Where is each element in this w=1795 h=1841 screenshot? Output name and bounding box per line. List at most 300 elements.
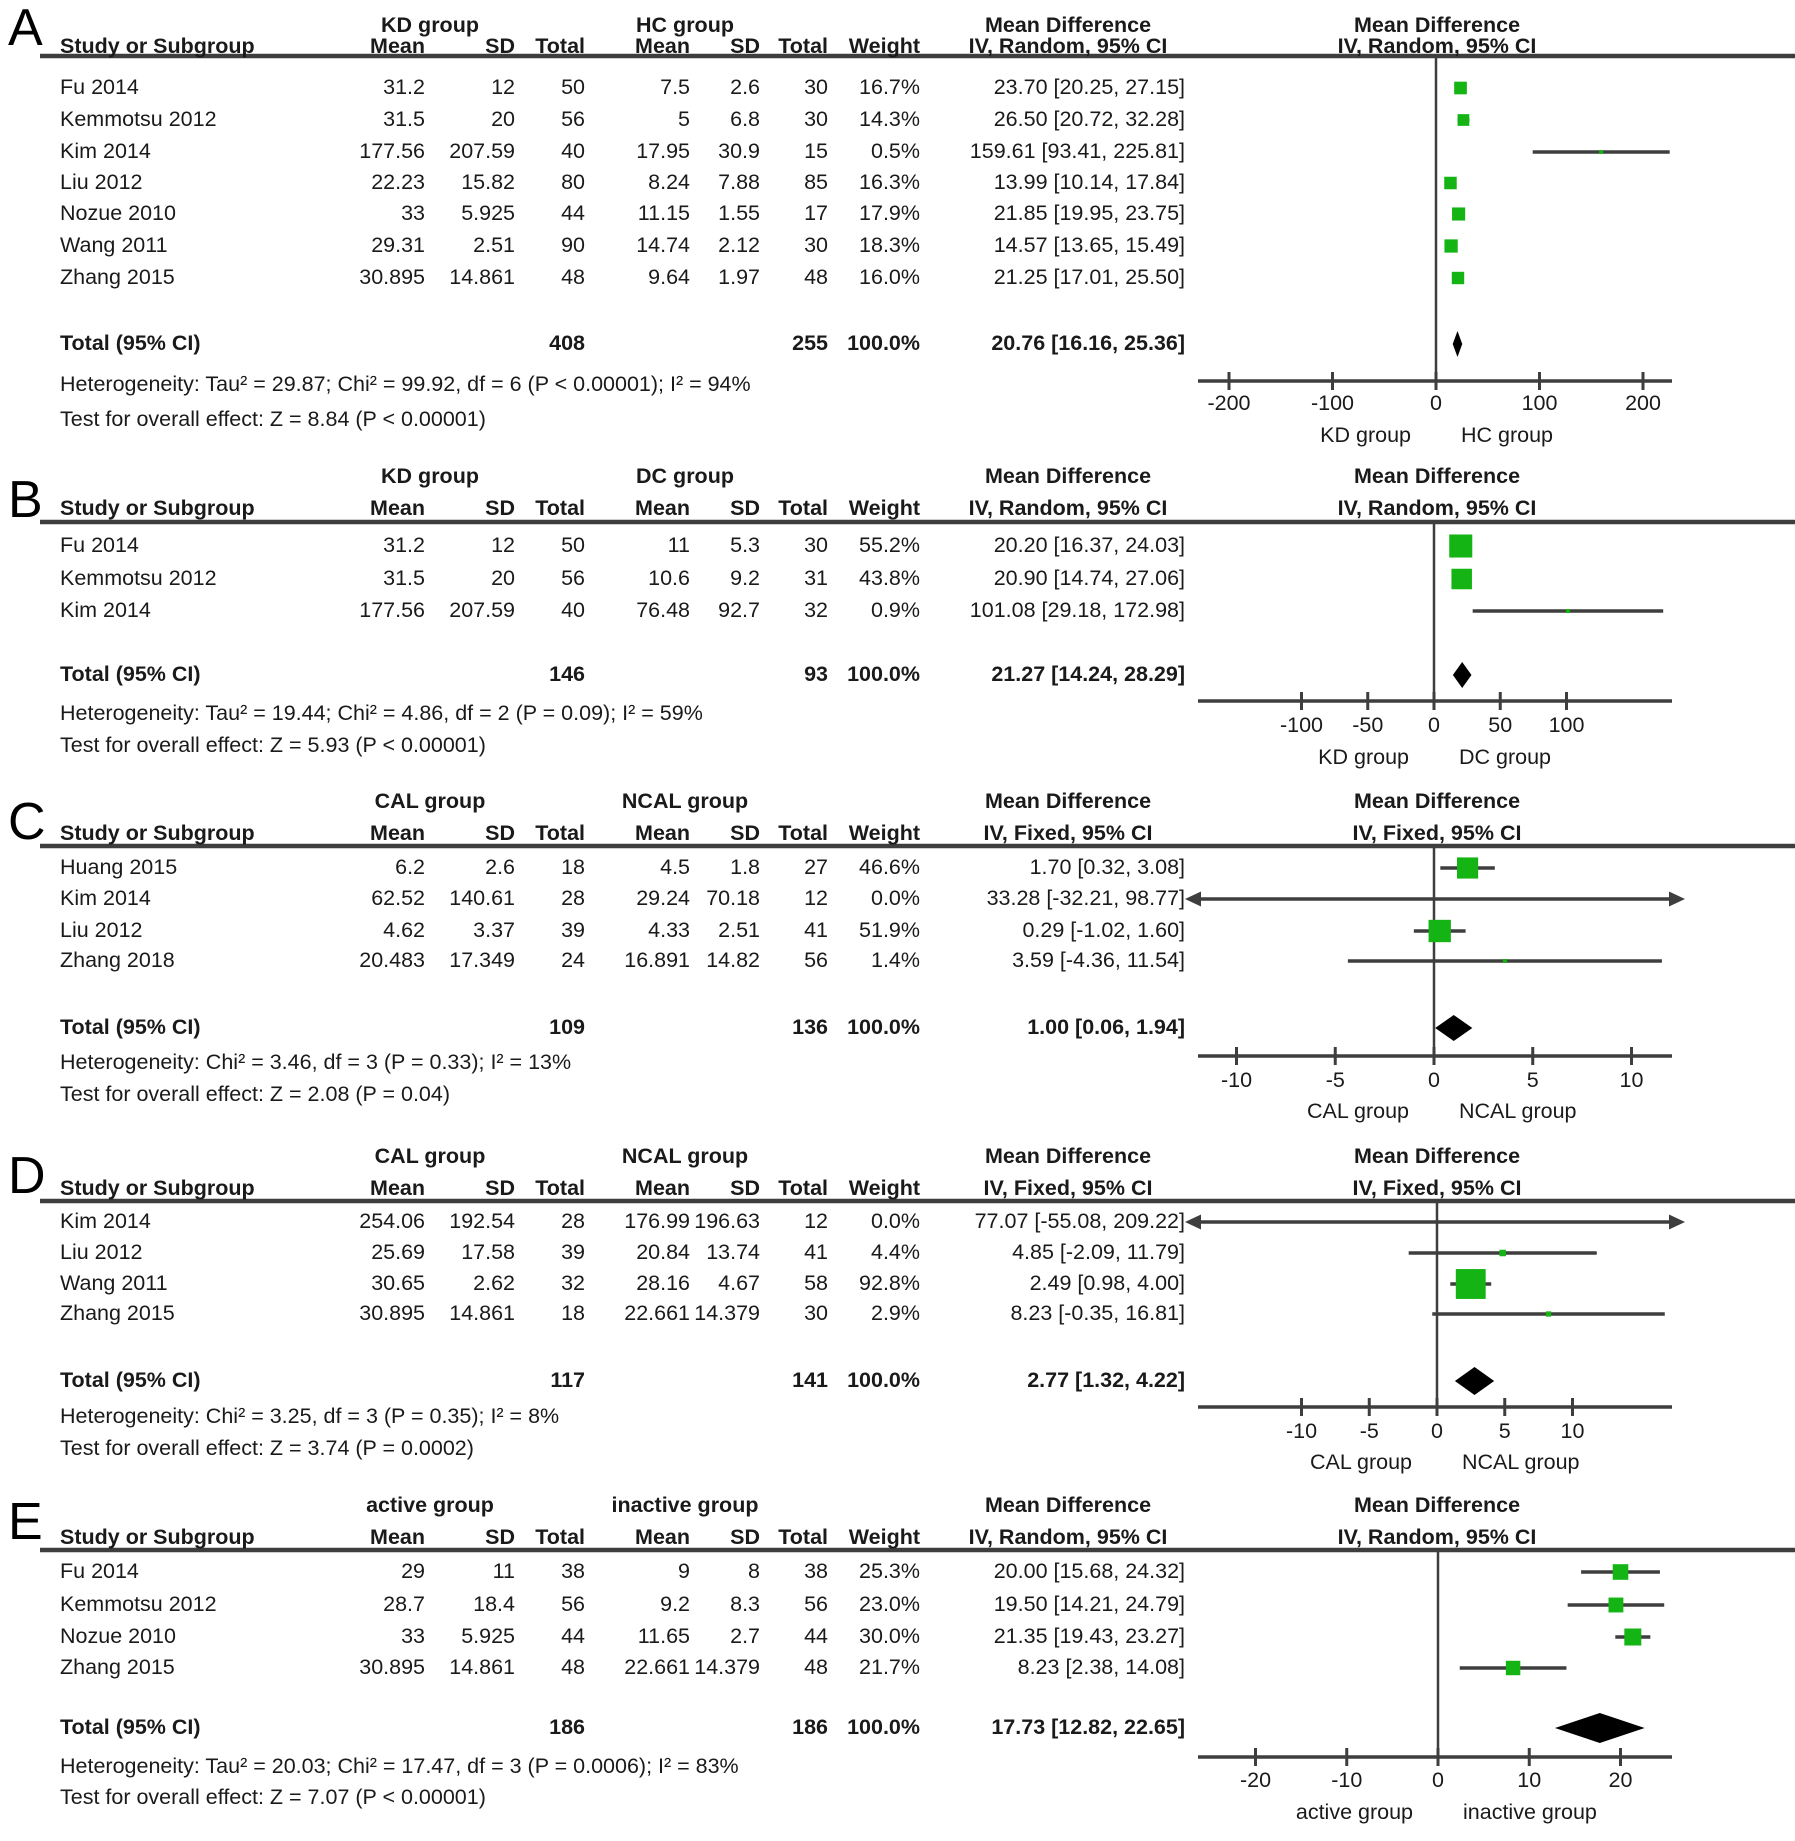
study-total2: 15 <box>804 139 828 163</box>
study-mean1: 31.5 <box>383 566 425 590</box>
study-sd2: 196.63 <box>694 1209 760 1233</box>
study-total1: 48 <box>561 1655 585 1679</box>
col-header-weight: Weight <box>848 1176 920 1200</box>
study-total1: 44 <box>561 1624 585 1648</box>
col-header-sd2: SD <box>730 1525 760 1549</box>
axis-label-left: CAL group <box>1310 1450 1412 1474</box>
study-total1: 38 <box>561 1559 585 1583</box>
group2-header: NCAL group <box>621 1144 749 1168</box>
study-name: Wang 2011 <box>60 1271 168 1295</box>
total-ci-text: 20.76 [16.16, 25.36] <box>991 331 1185 355</box>
study-sd1: 12 <box>491 75 515 99</box>
study-weight: 16.0% <box>859 265 920 289</box>
group1-header: active group <box>366 1493 494 1517</box>
study-mean1: 30.895 <box>359 1301 425 1325</box>
col-header-total2: Total <box>778 1525 828 1549</box>
study-total1: 32 <box>561 1271 585 1295</box>
axis-tick-label: -100 <box>1310 391 1355 415</box>
study-ci-text: 21.85 [19.95, 23.75] <box>993 201 1185 225</box>
study-mean2: 4.33 <box>648 918 690 942</box>
study-ci-text: 21.35 [19.43, 23.27] <box>993 1624 1185 1648</box>
total-n1: 186 <box>549 1715 585 1739</box>
effect-title-table: Mean Difference <box>984 1493 1152 1517</box>
study-mean1: 29 <box>401 1559 425 1583</box>
study-ci-text: 8.23 [2.38, 14.08] <box>1017 1655 1185 1679</box>
study-ci-text: 101.08 [29.18, 172.98] <box>969 598 1185 622</box>
study-sd1: 14.861 <box>449 1655 515 1679</box>
total-n1: 146 <box>549 662 585 686</box>
col-header-mean2: Mean <box>635 821 690 845</box>
study-mean1: 177.56 <box>359 139 425 163</box>
total-ci-text: 1.00 [0.06, 1.94] <box>1027 1015 1185 1039</box>
group1-header: CAL group <box>374 789 486 813</box>
axis-tick-label: -20 <box>1239 1768 1272 1792</box>
study-total2: 48 <box>804 265 828 289</box>
study-total1: 39 <box>561 918 585 942</box>
study-ci-text: 8.23 [-0.35, 16.81] <box>1010 1301 1185 1325</box>
study-name: Kim 2014 <box>60 886 151 910</box>
study-mean1: 254.06 <box>359 1209 425 1233</box>
overall-effect-text: Test for overall effect: Z = 2.08 (P = 0.04) <box>60 1082 450 1106</box>
study-total2: 31 <box>804 566 828 590</box>
study-mean2: 22.661 <box>624 1655 690 1679</box>
axis-label-right: NCAL group <box>1462 1450 1580 1474</box>
study-ci-text: 23.70 [20.25, 27.15] <box>993 75 1185 99</box>
study-weight: 2.9% <box>870 1301 920 1325</box>
axis-tick-label: 100 <box>1548 713 1585 737</box>
study-total1: 44 <box>561 201 585 225</box>
total-n2: 93 <box>804 662 828 686</box>
study-total2: 27 <box>804 855 828 879</box>
axis-label-right: inactive group <box>1463 1800 1597 1824</box>
study-sd2: 2.12 <box>718 233 760 257</box>
col-header-sd1: SD <box>485 496 515 520</box>
col-header-mean1: Mean <box>370 1525 425 1549</box>
study-sd1: 2.6 <box>485 855 515 879</box>
study-mean1: 29.31 <box>371 233 425 257</box>
study-sd1: 11 <box>492 1559 515 1583</box>
panel-letter: D <box>8 1147 46 1205</box>
axis-tick-label: 200 <box>1625 391 1661 415</box>
study-mean1: 30.65 <box>371 1271 425 1295</box>
study-name: Fu 2014 <box>60 533 139 557</box>
study-sd2: 8.3 <box>730 1592 760 1616</box>
study-name: Kim 2014 <box>60 598 151 622</box>
overall-effect-text: Test for overall effect: Z = 7.07 (P < 0.00001) <box>60 1785 486 1809</box>
axis-tick-label: 0 <box>1430 391 1442 415</box>
study-sd1: 15.82 <box>461 170 515 194</box>
col-header-mean2: Mean <box>635 1525 690 1549</box>
study-sd2: 9.2 <box>730 566 760 590</box>
axis-tick-label: 5 <box>1526 1068 1539 1092</box>
axis-tick-label: 0 <box>1431 1419 1443 1443</box>
study-name: Zhang 2018 <box>60 948 175 972</box>
total-n2: 136 <box>792 1015 828 1039</box>
total-weight: 100.0% <box>847 1015 920 1039</box>
total-weight: 100.0% <box>847 331 920 355</box>
study-weight: 17.9% <box>859 201 920 225</box>
heterogeneity-text: Heterogeneity: Chi² = 3.46, df = 3 (P = 0.33); I² = 13% <box>60 1050 572 1074</box>
study-total2: 30 <box>804 1301 828 1325</box>
total-label: Total (95% CI) <box>60 1368 201 1392</box>
study-total1: 50 <box>561 533 585 557</box>
study-sd1: 20 <box>491 107 515 131</box>
total-weight: 100.0% <box>847 1715 920 1739</box>
axis-tick-label: -50 <box>1352 713 1384 737</box>
study-weight: 21.7% <box>859 1655 920 1679</box>
study-mean2: 9.2 <box>660 1592 690 1616</box>
study-sd1: 17.349 <box>449 948 515 972</box>
col-header-total2: Total <box>778 821 828 845</box>
group2-header: HC group <box>636 13 734 37</box>
study-sd2: 14.82 <box>706 948 760 972</box>
effect-title-plot: Mean Difference <box>1353 789 1521 813</box>
effect-title-plot: Mean Difference <box>1353 1493 1521 1517</box>
study-name: Fu 2014 <box>60 75 139 99</box>
study-name: Zhang 2015 <box>60 1655 175 1679</box>
study-sd2: 6.8 <box>730 107 760 131</box>
effect-title-plot: Mean Difference <box>1353 464 1521 488</box>
study-sd1: 14.861 <box>449 265 515 289</box>
study-name: Nozue 2010 <box>60 1624 176 1648</box>
col-header-total1: Total <box>535 496 585 520</box>
study-mean2: 22.661 <box>624 1301 690 1325</box>
study-ci-text: 2.49 [0.98, 4.00] <box>1029 1271 1185 1295</box>
study-sd1: 14.861 <box>449 1301 515 1325</box>
total-n1: 109 <box>549 1015 585 1039</box>
axis-tick-label: 20 <box>1608 1768 1633 1792</box>
study-ci-text: 21.25 [17.01, 25.50] <box>993 265 1185 289</box>
study-weight: 0.9% <box>870 598 920 622</box>
col-header-sd1: SD <box>485 1176 515 1200</box>
heterogeneity-text: Heterogeneity: Tau² = 20.03; Chi² = 17.47, df = 3 (P = 0.0006); I² = 83% <box>60 1754 739 1778</box>
study-total2: 44 <box>804 1624 828 1648</box>
study-total1: 18 <box>561 1301 585 1325</box>
col-header-weight: Weight <box>848 34 920 58</box>
study-total1: 50 <box>561 75 585 99</box>
axis-tick-label: 100 <box>1521 391 1558 415</box>
axis-tick-label: 0 <box>1432 1768 1444 1792</box>
axis-tick-label: 10 <box>1560 1419 1585 1443</box>
total-n2: 255 <box>792 331 828 355</box>
axis-label-right: NCAL group <box>1459 1099 1577 1123</box>
axis-label-right: DC group <box>1459 745 1552 769</box>
axis-label-right: HC group <box>1461 423 1554 447</box>
axis-tick-label: 5 <box>1498 1419 1511 1443</box>
study-mean1: 30.895 <box>359 1655 425 1679</box>
study-total2: 56 <box>804 1592 828 1616</box>
study-total2: 30 <box>804 107 828 131</box>
study-weight: 51.9% <box>859 918 920 942</box>
study-total2: 12 <box>804 886 828 910</box>
study-ci-text: 20.90 [14.74, 27.06] <box>993 566 1185 590</box>
study-sd1: 2.51 <box>473 233 515 257</box>
study-name: Zhang 2015 <box>60 1301 175 1325</box>
study-weight: 16.7% <box>859 75 920 99</box>
col-header-model-plot: IV, Fixed, 95% CI <box>1352 1176 1522 1200</box>
study-ci-text: 159.61 [93.41, 225.81] <box>969 139 1185 163</box>
study-weight: 4.4% <box>870 1240 920 1264</box>
study-sd2: 8 <box>748 1559 760 1583</box>
col-header-model-plot: IV, Fixed, 95% CI <box>1352 821 1522 845</box>
col-header-model-table: IV, Random, 95% CI <box>968 496 1168 520</box>
study-sd1: 12 <box>491 533 515 557</box>
study-weight: 0.5% <box>870 139 920 163</box>
study-total1: 90 <box>561 233 585 257</box>
study-total2: 32 <box>804 598 828 622</box>
study-sd1: 207.59 <box>449 139 515 163</box>
col-header-sd1: SD <box>485 1525 515 1549</box>
heterogeneity-text: Heterogeneity: Chi² = 3.25, df = 3 (P = 0.35); I² = 8% <box>60 1404 560 1428</box>
study-total2: 41 <box>804 1240 828 1264</box>
panel-letter: E <box>8 1493 43 1551</box>
study-weight: 16.3% <box>859 170 920 194</box>
axis-label-left: active group <box>1295 1800 1413 1824</box>
study-mean2: 7.5 <box>660 75 690 99</box>
total-n2: 186 <box>792 1715 828 1739</box>
study-mean1: 30.895 <box>359 265 425 289</box>
col-header-total1: Total <box>535 1525 585 1549</box>
study-weight: 18.3% <box>859 233 920 257</box>
study-sd1: 5.925 <box>461 201 515 225</box>
axis-label-left: KD group <box>1318 745 1409 769</box>
study-ci-text: 20.20 [16.37, 24.03] <box>993 533 1185 557</box>
effect-title-table: Mean Difference <box>984 1144 1152 1168</box>
axis-tick-label: -10 <box>1220 1068 1253 1092</box>
col-header-study: Study or Subgroup <box>60 496 255 520</box>
group2-header: DC group <box>636 464 734 488</box>
heterogeneity-text: Heterogeneity: Tau² = 19.44; Chi² = 4.86, df = 2 (P = 0.09); I² = 59% <box>60 701 703 725</box>
col-header-sd2: SD <box>730 1176 760 1200</box>
study-mean1: 62.52 <box>371 886 425 910</box>
study-mean1: 20.483 <box>359 948 425 972</box>
panel-letter: C <box>8 793 46 851</box>
study-total2: 41 <box>804 918 828 942</box>
study-weight: 43.8% <box>859 566 920 590</box>
group2-header: NCAL group <box>621 789 749 813</box>
overall-effect-text: Test for overall effect: Z = 5.93 (P < 0.00001) <box>60 733 486 757</box>
study-weight: 14.3% <box>859 107 920 131</box>
study-total1: 28 <box>561 1209 585 1233</box>
col-header-weight: Weight <box>848 496 920 520</box>
total-n1: 408 <box>549 331 585 355</box>
group1-header: KD group <box>381 13 479 37</box>
study-weight: 23.0% <box>859 1592 920 1616</box>
study-name: Zhang 2015 <box>60 265 175 289</box>
study-mean2: 9 <box>678 1559 690 1583</box>
study-ci-text: 26.50 [20.72, 32.28] <box>993 107 1185 131</box>
study-name: Liu 2012 <box>60 918 143 942</box>
col-header-study: Study or Subgroup <box>60 821 255 845</box>
group2-header: inactive group <box>611 1493 759 1517</box>
col-header-model-table: IV, Fixed, 95% CI <box>983 821 1153 845</box>
study-sd1: 2.62 <box>473 1271 515 1295</box>
study-sd2: 14.379 <box>694 1301 760 1325</box>
axis-label-left: CAL group <box>1307 1099 1409 1123</box>
study-sd2: 4.67 <box>718 1271 760 1295</box>
study-sd2: 2.6 <box>730 75 760 99</box>
total-ci-text: 2.77 [1.32, 4.22] <box>1027 1368 1185 1392</box>
col-header-study: Study or Subgroup <box>60 34 255 58</box>
col-header-sd1: SD <box>485 34 515 58</box>
study-total1: 80 <box>561 170 585 194</box>
group1-header: CAL group <box>374 1144 486 1168</box>
study-total2: 38 <box>804 1559 828 1583</box>
total-weight: 100.0% <box>847 662 920 686</box>
study-name: Liu 2012 <box>60 1240 143 1264</box>
study-total2: 85 <box>804 170 828 194</box>
col-header-model-plot: IV, Random, 95% CI <box>1337 34 1537 58</box>
study-mean2: 8.24 <box>648 170 690 194</box>
study-mean2: 176.99 <box>624 1209 690 1233</box>
study-sd2: 7.88 <box>718 170 760 194</box>
study-mean1: 33 <box>401 201 425 225</box>
study-sd2: 30.9 <box>718 139 760 163</box>
axis-label-left: KD group <box>1320 423 1411 447</box>
study-mean1: 25.69 <box>371 1240 425 1264</box>
study-name: Nozue 2010 <box>60 201 176 225</box>
study-name: Kemmotsu 2012 <box>60 566 217 590</box>
study-weight: 25.3% <box>859 1559 920 1583</box>
col-header-model-table: IV, Random, 95% CI <box>968 34 1168 58</box>
effect-title-plot: Mean Difference <box>1353 1144 1521 1168</box>
study-total2: 58 <box>804 1271 828 1295</box>
col-header-mean1: Mean <box>370 496 425 520</box>
axis-tick-label: -10 <box>1285 1419 1318 1443</box>
study-mean1: 31.5 <box>383 107 425 131</box>
study-name: Kemmotsu 2012 <box>60 1592 217 1616</box>
axis-tick-label: -10 <box>1331 1768 1363 1792</box>
col-header-model-plot: IV, Random, 95% CI <box>1337 496 1537 520</box>
study-sd2: 14.379 <box>694 1655 760 1679</box>
study-total1: 40 <box>561 139 585 163</box>
total-label: Total (95% CI) <box>60 331 201 355</box>
study-mean2: 11.65 <box>637 1624 690 1648</box>
group1-header: KD group <box>381 464 479 488</box>
panel-letter: A <box>8 0 43 57</box>
axis-tick-label: 10 <box>1619 1068 1644 1092</box>
study-weight: 30.0% <box>859 1624 920 1648</box>
study-sd2: 5.3 <box>730 533 760 557</box>
study-total1: 56 <box>561 1592 585 1616</box>
axis-tick-label: -100 <box>1279 713 1324 737</box>
study-ci-text: 14.57 [13.65, 15.49] <box>993 233 1185 257</box>
study-mean1: 6.2 <box>395 855 425 879</box>
study-mean2: 10.6 <box>648 566 690 590</box>
axis-tick-label: 10 <box>1517 1768 1542 1792</box>
study-name: Wang 2011 <box>60 233 168 257</box>
study-total1: 39 <box>561 1240 585 1264</box>
study-sd1: 5.925 <box>461 1624 515 1648</box>
study-total2: 48 <box>804 1655 828 1679</box>
col-header-model-plot: IV, Random, 95% CI <box>1337 1525 1537 1549</box>
study-sd2: 13.74 <box>706 1240 760 1264</box>
study-ci-text: 13.99 [10.14, 17.84] <box>993 170 1185 194</box>
study-sd1: 140.61 <box>449 886 515 910</box>
axis-tick-label: 50 <box>1488 713 1513 737</box>
overall-effect-text: Test for overall effect: Z = 3.74 (P = 0.0002) <box>60 1436 474 1460</box>
col-header-sd2: SD <box>730 821 760 845</box>
study-ci-text: 3.59 [-4.36, 11.54] <box>1012 948 1185 972</box>
col-header-total2: Total <box>778 34 828 58</box>
study-sd2: 70.18 <box>706 886 760 910</box>
study-sd2: 2.7 <box>730 1624 760 1648</box>
study-mean1: 177.56 <box>359 598 425 622</box>
study-name: Huang 2015 <box>60 855 178 879</box>
effect-title-table: Mean Difference <box>984 13 1152 37</box>
study-sd2: 1.97 <box>718 265 760 289</box>
study-total2: 17 <box>804 201 828 225</box>
study-mean2: 20.84 <box>636 1240 690 1264</box>
study-ci-text: 33.28 [-32.21, 98.77] <box>986 886 1185 910</box>
col-header-mean2: Mean <box>635 1176 690 1200</box>
col-header-total1: Total <box>535 821 585 845</box>
study-mean2: 17.95 <box>636 139 690 163</box>
col-header-sd1: SD <box>485 821 515 845</box>
study-sd1: 3.37 <box>473 918 515 942</box>
col-header-total2: Total <box>778 1176 828 1200</box>
total-label: Total (95% CI) <box>60 662 201 686</box>
col-header-total1: Total <box>535 34 585 58</box>
axis-tick-label: 0 <box>1428 713 1440 737</box>
study-total2: 12 <box>804 1209 828 1233</box>
study-weight: 92.8% <box>859 1271 920 1295</box>
col-header-mean1: Mean <box>370 1176 425 1200</box>
col-header-model-table: IV, Fixed, 95% CI <box>983 1176 1153 1200</box>
study-name: Kim 2014 <box>60 1209 151 1233</box>
study-mean1: 31.2 <box>383 75 425 99</box>
study-sd1: 192.54 <box>449 1209 515 1233</box>
study-ci-text: 1.70 [0.32, 3.08] <box>1029 855 1185 879</box>
axis-tick-label: -200 <box>1207 391 1251 415</box>
total-n2: 141 <box>792 1368 828 1392</box>
study-total1: 56 <box>561 566 585 590</box>
col-header-sd2: SD <box>730 34 760 58</box>
study-mean2: 28.16 <box>636 1271 690 1295</box>
overall-effect-text: Test for overall effect: Z = 8.84 (P < 0.00001) <box>60 407 486 431</box>
study-weight: 1.4% <box>870 948 920 972</box>
axis-tick-label: -5 <box>1359 1419 1379 1443</box>
study-mean1: 33 <box>401 1624 425 1648</box>
study-mean2: 5 <box>678 107 690 131</box>
axis-tick-label: 0 <box>1428 1068 1440 1092</box>
study-weight: 55.2% <box>859 533 920 557</box>
study-total1: 40 <box>561 598 585 622</box>
effect-title-plot: Mean Difference <box>1353 13 1521 37</box>
col-header-weight: Weight <box>848 821 920 845</box>
study-weight: 0.0% <box>870 1209 920 1233</box>
total-ci-text: 21.27 [14.24, 28.29] <box>991 662 1185 686</box>
study-total2: 30 <box>804 233 828 257</box>
study-mean1: 28.7 <box>383 1592 425 1616</box>
study-ci-text: 0.29 [-1.02, 1.60] <box>1022 918 1185 942</box>
study-sd1: 20 <box>491 566 515 590</box>
col-header-sd2: SD <box>730 496 760 520</box>
study-ci-text: 4.85 [-2.09, 11.79] <box>1012 1240 1185 1264</box>
total-label: Total (95% CI) <box>60 1715 201 1739</box>
total-label: Total (95% CI) <box>60 1015 201 1039</box>
study-total1: 18 <box>561 855 585 879</box>
study-name: Kim 2014 <box>60 139 151 163</box>
study-name: Kemmotsu 2012 <box>60 107 217 131</box>
study-mean2: 29.24 <box>636 886 690 910</box>
study-sd2: 1.55 <box>718 201 760 225</box>
study-total2: 30 <box>804 75 828 99</box>
panel-letter: B <box>8 471 43 529</box>
effect-title-table: Mean Difference <box>984 789 1152 813</box>
study-sd2: 92.7 <box>718 598 760 622</box>
study-ci-text: 19.50 [14.21, 24.79] <box>993 1592 1185 1616</box>
